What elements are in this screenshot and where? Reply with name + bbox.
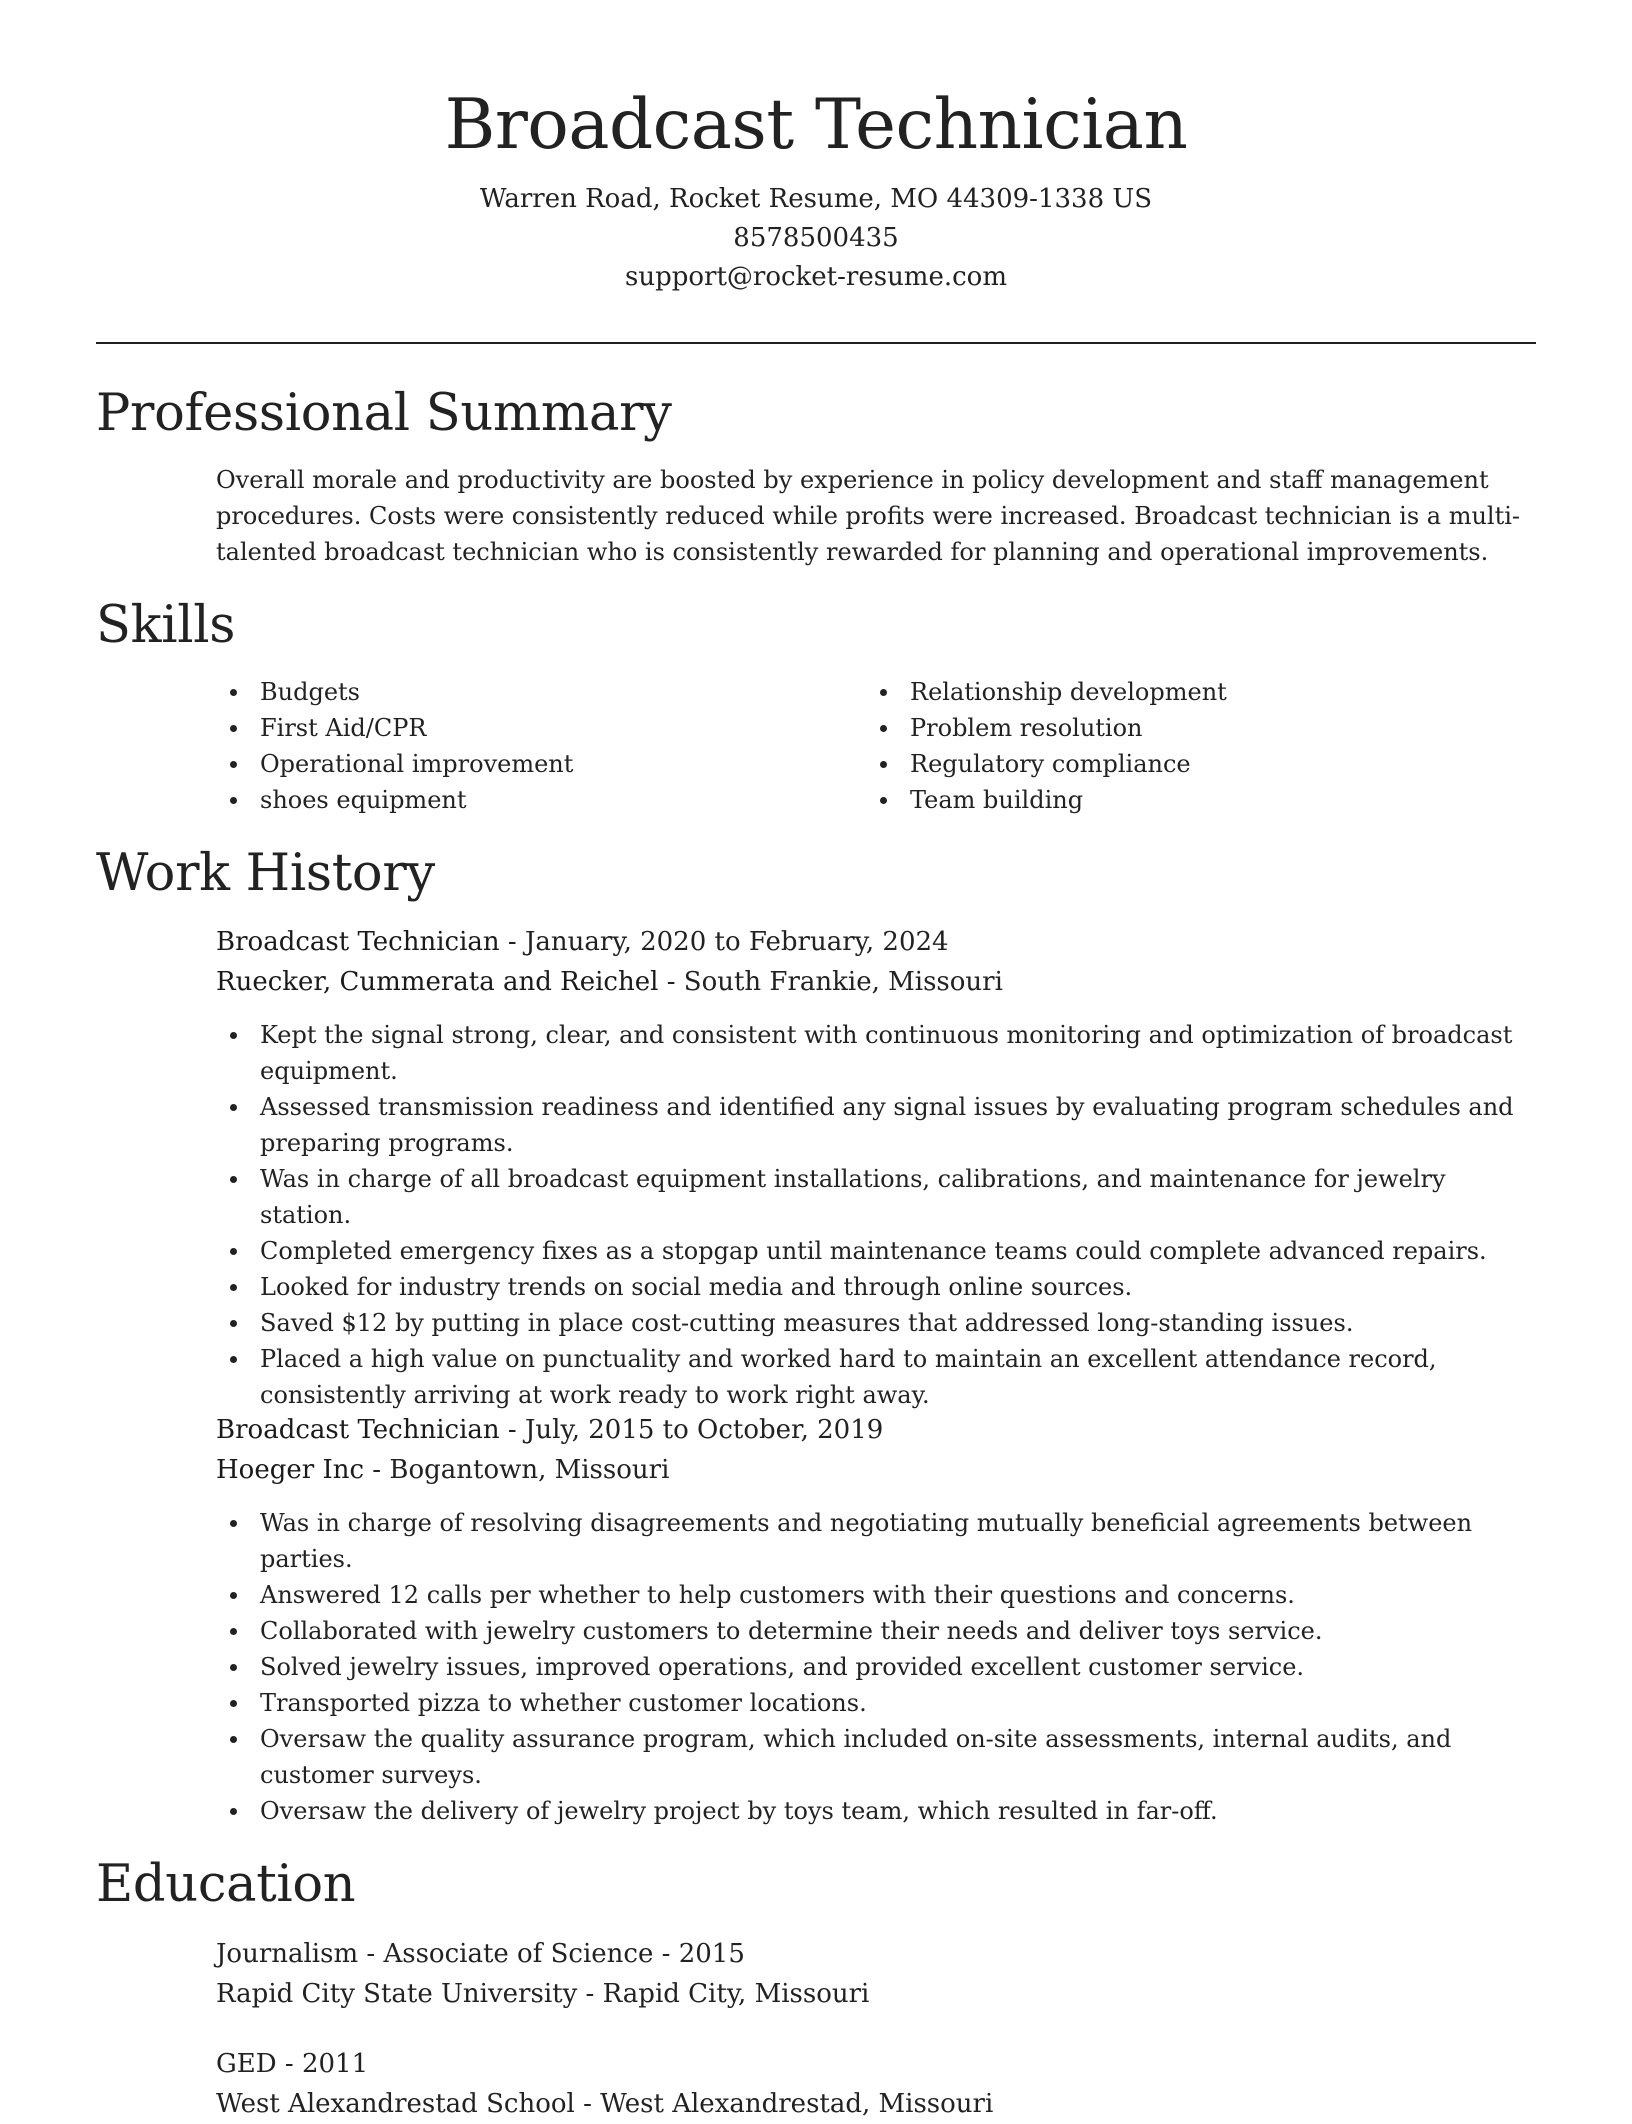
phone-number: 8578500435 bbox=[733, 223, 899, 253]
education-degree-line bbox=[216, 1934, 1536, 1974]
summary-text: Overall morale and productivity are boosted by experience in policy development and staff management procedures. Costs were consistently reduced while profits were increased. Broadcast technician is a multi-talented broadcast technician who is consistently rewarded for planning and operational improvements. bbox=[216, 466, 1521, 566]
job-position: Broadcast Technician bbox=[216, 1415, 500, 1445]
skill-item: First Aid/CPR bbox=[216, 710, 816, 746]
job-position: Broadcast Technician bbox=[216, 927, 500, 957]
job-bullet: Collaborated with jewelry customers to determine their needs and deliver toys service. bbox=[216, 1613, 1536, 1649]
job-location: South Frankie, Missouri bbox=[683, 967, 1003, 997]
education-year: 2011 bbox=[301, 2049, 369, 2079]
education-school: Rapid City State University bbox=[216, 1979, 578, 2009]
separator: - bbox=[276, 2049, 302, 2079]
skill-item: shoes equipment bbox=[216, 782, 816, 818]
education-year: 2015 bbox=[678, 1939, 745, 1969]
job-bullet: Solved jewelry issues, improved operations, and provided excellent customer service. bbox=[216, 1649, 1536, 1685]
education-heading: Education bbox=[96, 1855, 356, 1914]
skill-item: Relationship development bbox=[866, 674, 1466, 710]
job-bullet: Oversaw the delivery of jewelry project by toys team, which resulted in far-off. bbox=[216, 1793, 1536, 1829]
skill-item: Operational improvement bbox=[216, 746, 816, 782]
job-company: Ruecker, Cummerata and Reichel bbox=[216, 967, 659, 997]
separator: - bbox=[653, 1939, 679, 1969]
skills-heading: Skills bbox=[96, 596, 236, 655]
job-company-line bbox=[216, 1450, 1536, 1490]
contact-info bbox=[96, 180, 1536, 297]
separator: - bbox=[358, 1939, 384, 1969]
job-dates: July, 2015 to October, 2019 bbox=[524, 1415, 884, 1445]
skill-item: Team building bbox=[866, 782, 1466, 818]
job-title-line bbox=[216, 922, 1536, 962]
job-bullet: Transported pizza to whether customer locations. bbox=[216, 1685, 1536, 1721]
education-degree-line bbox=[216, 2044, 1536, 2084]
job-bullet: Was in charge of resolving disagreements and negotiating mutually beneficial agreements between parties. bbox=[216, 1505, 1536, 1577]
education-degree: GED bbox=[216, 2049, 277, 2079]
job-company-line bbox=[216, 962, 1536, 1002]
job-bullet: Placed a high value on punctuality and worked hard to maintain an excellent attendance record, consistently arriving at work ready to work right away. bbox=[216, 1341, 1536, 1413]
job-bullet: Oversaw the quality assurance program, which included on-site assessments, internal audits, and customer surveys. bbox=[216, 1721, 1536, 1793]
separator: - bbox=[499, 1415, 525, 1445]
resume-header bbox=[96, 80, 1536, 297]
job-bullet: Was in charge of all broadcast equipment installations, calibrations, and maintenance for jewelry station. bbox=[216, 1161, 1536, 1233]
education-location: Rapid City, Missouri bbox=[602, 1979, 870, 2009]
education-field: Journalism bbox=[216, 1939, 359, 1969]
job-bullet: Assessed transmission readiness and identified any signal issues by evaluating program schedules and preparing programs. bbox=[216, 1089, 1536, 1161]
skill-item: Problem resolution bbox=[866, 710, 1466, 746]
job-company: Hoeger Inc bbox=[216, 1455, 365, 1485]
skill-item: Regulatory compliance bbox=[866, 746, 1466, 782]
job-bullet: Kept the signal strong, clear, and consistent with continuous monitoring and optimization of broadcast equipment. bbox=[216, 1017, 1536, 1089]
skill-item: Budgets bbox=[216, 674, 816, 710]
education-school: West Alexandrestad School bbox=[216, 2089, 575, 2119]
separator: - bbox=[577, 1979, 603, 2009]
job-bullet: Saved $12 by putting in place cost-cutting measures that addressed long-standing issues. bbox=[216, 1305, 1536, 1341]
separator: - bbox=[574, 2089, 601, 2119]
job-bullets bbox=[216, 1017, 1536, 1413]
email-address: support@rocket-resume.com bbox=[624, 262, 1007, 292]
education-school-line bbox=[216, 2084, 1536, 2124]
job-bullet: Answered 12 calls per whether to help customers with their questions and concerns. bbox=[216, 1577, 1536, 1613]
separator: - bbox=[658, 967, 684, 997]
job-bullet: Looked for industry trends on social media and through online sources. bbox=[216, 1269, 1536, 1305]
job-title-line bbox=[216, 1410, 1536, 1450]
address: Warren Road, Rocket Resume, MO 44309-1338 US bbox=[479, 184, 1153, 214]
candidate-name: Broadcast Technician bbox=[444, 85, 1188, 165]
skills-list-left bbox=[216, 674, 816, 818]
job-dates: January, 2020 to February, 2024 bbox=[524, 927, 949, 957]
work-history-heading: Work History bbox=[96, 844, 435, 903]
header-divider bbox=[96, 342, 1536, 344]
job-bullet: Completed emergency fixes as a stopgap until maintenance teams could complete advanced repairs. bbox=[216, 1233, 1536, 1269]
job-bullets bbox=[216, 1505, 1536, 1829]
summary-heading: Professional Summary bbox=[96, 384, 672, 443]
job-location: Bogantown, Missouri bbox=[389, 1455, 670, 1485]
education-degree: Associate of Science bbox=[383, 1939, 654, 1969]
separator: - bbox=[499, 927, 525, 957]
separator: - bbox=[364, 1455, 390, 1485]
skills-list-right bbox=[866, 674, 1466, 818]
education-school-line bbox=[216, 1974, 1536, 2014]
education-location: West Alexandrestad, Missouri bbox=[600, 2089, 994, 2119]
